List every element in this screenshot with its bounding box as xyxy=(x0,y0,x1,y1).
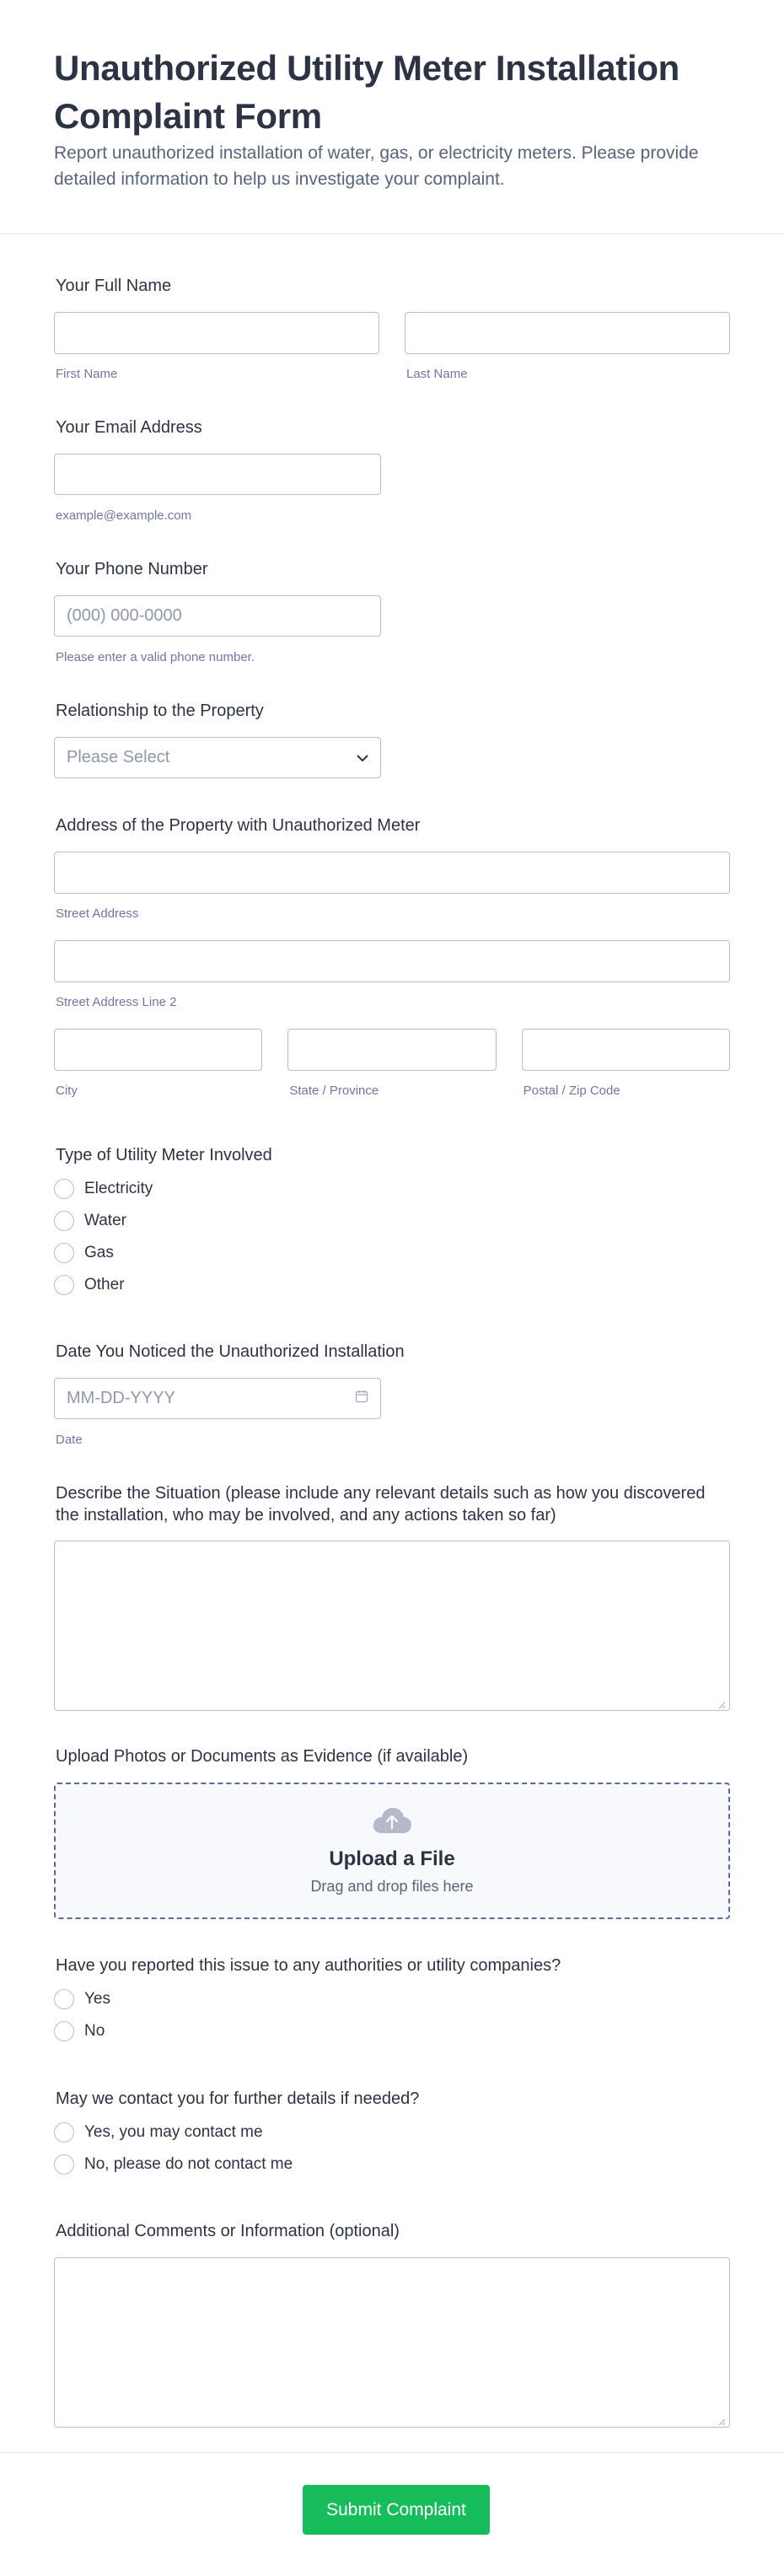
state-sublabel: State / Province xyxy=(289,1084,379,1098)
radio-label: No xyxy=(84,2022,105,2040)
meter-type-option-water[interactable] xyxy=(54,1205,730,1237)
situation-label: Describe the Situation (please include any relevant details such as how you discovered the installation, who may be involved, and any actions taken so far) xyxy=(56,1484,706,1525)
date-noticed-label: Date You Noticed the Unauthorized Installation xyxy=(56,1342,405,1361)
phone-label: Your Phone Number xyxy=(56,560,208,578)
radio-button[interactable] xyxy=(54,2122,74,2143)
meter-type-option-gas[interactable] xyxy=(54,1237,730,1269)
contact-option-yes[interactable] xyxy=(54,2116,730,2148)
email-field xyxy=(54,417,730,524)
meter-type-option-other[interactable] xyxy=(54,1269,730,1301)
full-name-field xyxy=(54,275,730,383)
meter-type-option-electricity[interactable] xyxy=(54,1173,730,1205)
calendar-icon[interactable] xyxy=(355,1389,368,1408)
form-footer xyxy=(0,2452,784,2576)
file-upload-dropzone[interactable] xyxy=(54,1783,730,1919)
full-name-label: Your Full Name xyxy=(56,277,172,295)
date-sublabel: Date xyxy=(56,1433,83,1447)
radio-button[interactable] xyxy=(54,2154,74,2175)
phone-sublabel: Please enter a valid phone number. xyxy=(56,650,255,664)
street-address-input[interactable] xyxy=(54,852,730,894)
city-input[interactable] xyxy=(54,1029,262,1071)
first-name-sublabel: First Name xyxy=(56,367,118,381)
phone-input[interactable] xyxy=(54,595,381,637)
last-name-input[interactable] xyxy=(405,312,730,354)
upload-title: Upload a File xyxy=(329,1847,455,1870)
comments-label: Additional Comments or Information (optional) xyxy=(56,2222,400,2240)
email-label: Your Email Address xyxy=(56,418,202,437)
radio-button[interactable] xyxy=(54,1989,74,2009)
reported-option-no[interactable] xyxy=(54,2015,730,2047)
reported-label: Have you reported this issue to any authorities or utility companies? xyxy=(56,1956,561,1975)
phone-field xyxy=(54,558,730,666)
radio-button[interactable] xyxy=(54,1243,74,1263)
radio-label: Water xyxy=(84,1212,126,1229)
radio-label: Gas xyxy=(84,1244,114,1261)
reported-field xyxy=(54,1955,730,2047)
radio-button[interactable] xyxy=(54,1275,74,1295)
address-field xyxy=(54,815,730,1100)
upload-subtitle: Drag and drop files here xyxy=(310,1878,474,1895)
zip-sublabel: Postal / Zip Code xyxy=(523,1084,620,1098)
meter-type-label: Type of Utility Meter Involved xyxy=(56,1146,272,1164)
radio-button[interactable] xyxy=(54,2021,74,2041)
zip-input[interactable] xyxy=(522,1029,730,1071)
page-title: Unauthorized Utility Meter Installation Complaint Form xyxy=(54,48,680,136)
phone-placeholder: (000) 000-0000 xyxy=(67,606,182,625)
comments-textarea[interactable] xyxy=(54,2257,730,2428)
contact-label: May we contact you for further details if needed? xyxy=(56,2089,420,2108)
street-address-sublabel: Street Address xyxy=(56,906,139,921)
upload-field xyxy=(54,1745,730,1919)
meter-type-field xyxy=(54,1144,730,1301)
last-name-sublabel: Last Name xyxy=(406,367,468,381)
radio-button[interactable] xyxy=(54,1211,74,1231)
chevron-down-icon xyxy=(357,748,368,767)
email-input[interactable] xyxy=(54,454,381,495)
street-address-line2-sublabel: Street Address Line 2 xyxy=(56,995,177,1009)
comments-field xyxy=(54,2220,730,2428)
relationship-selected-value: Please Select xyxy=(67,748,170,766)
first-name-input[interactable] xyxy=(54,312,379,354)
state-input[interactable] xyxy=(287,1029,496,1071)
upload-label: Upload Photos or Documents as Evidence (if available) xyxy=(56,1747,469,1766)
city-sublabel: City xyxy=(56,1084,78,1098)
resize-handle-icon[interactable] xyxy=(717,1698,726,1707)
resize-handle-icon[interactable] xyxy=(717,2415,726,2423)
form-header xyxy=(0,0,784,234)
relationship-field xyxy=(54,700,730,778)
relationship-select[interactable] xyxy=(54,737,381,778)
contact-option-no[interactable] xyxy=(54,2148,730,2181)
radio-button[interactable] xyxy=(54,1179,74,1199)
email-sublabel: example@example.com xyxy=(56,508,192,523)
cloud-upload-icon xyxy=(371,1806,413,1839)
radio-label: Other xyxy=(84,1276,125,1293)
date-placeholder: MM-DD-YYYY xyxy=(67,1389,175,1407)
radio-label: No, please do not contact me xyxy=(84,2155,293,2173)
date-noticed-field xyxy=(54,1341,730,1449)
submit-button[interactable]: Submit Complaint xyxy=(303,2485,490,2535)
page-description: Report unauthorized installation of water, gas, or electricity meters. Please provide detailed information to help us investigate your complaint. xyxy=(54,143,699,189)
relationship-label: Relationship to the Property xyxy=(56,702,264,720)
radio-label: Yes, you may contact me xyxy=(84,2123,263,2141)
address-label: Address of the Property with Unauthorized Meter xyxy=(56,816,421,835)
street-address-line2-input[interactable] xyxy=(54,940,730,982)
situation-textarea[interactable] xyxy=(54,1541,730,1711)
contact-field xyxy=(54,2088,730,2181)
reported-option-yes[interactable] xyxy=(54,1983,730,2015)
radio-label: Electricity xyxy=(84,1180,153,1197)
radio-label: Yes xyxy=(84,1990,110,2008)
situation-field xyxy=(54,1482,730,1711)
date-input[interactable] xyxy=(54,1378,381,1419)
